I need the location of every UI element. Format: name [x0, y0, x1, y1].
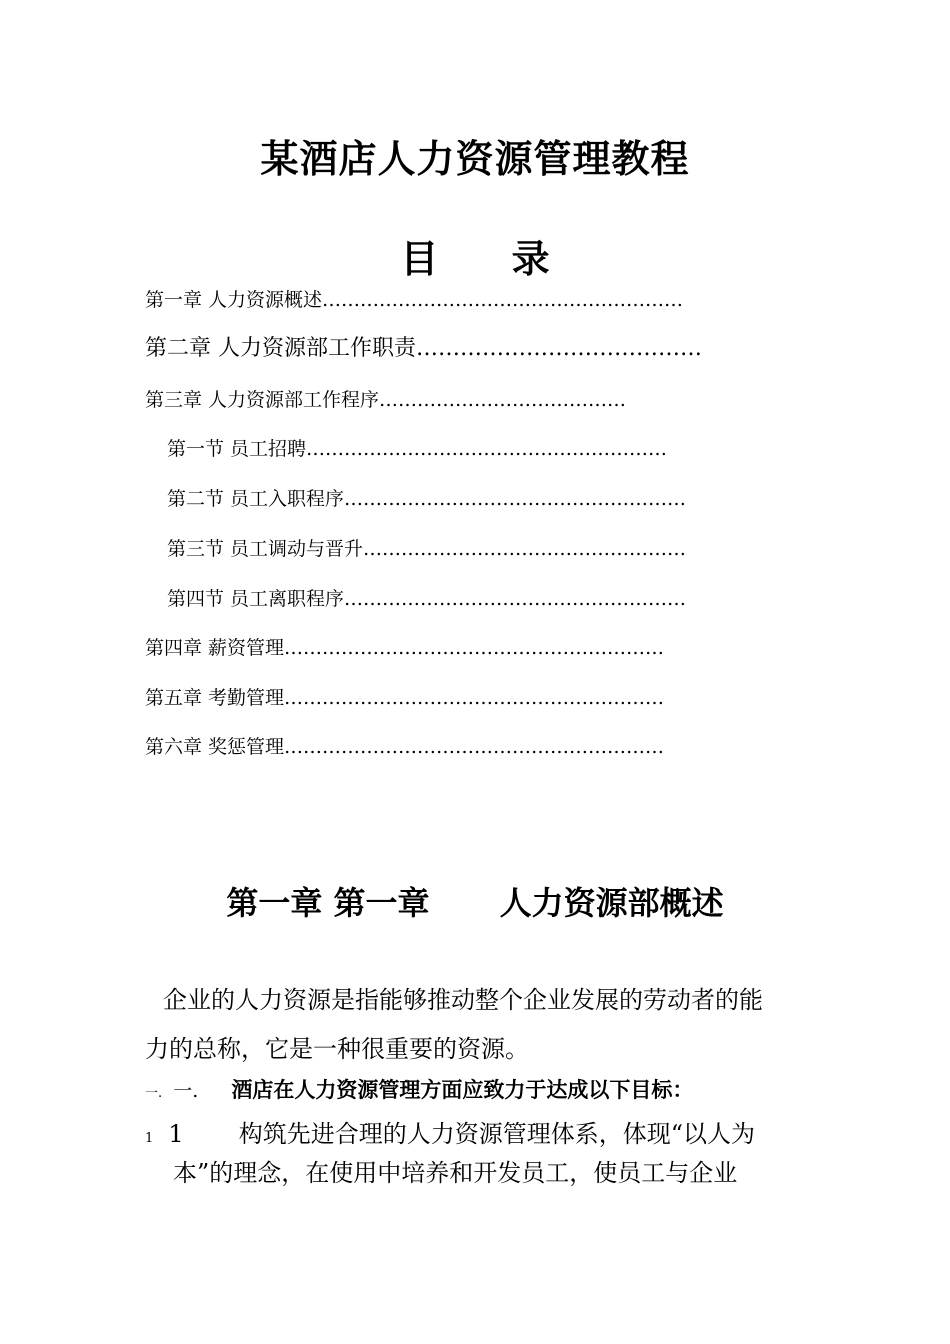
toc-entry-chapter-5[interactable]	[145, 686, 664, 710]
toc-leader-dots: ……………………………………………………	[284, 637, 665, 659]
list-item-text-line-2: 本”的理念，在使用中培养和开发员工，使员工与企业	[173, 1159, 738, 1187]
toc-leader-dots: ……………………………………………	[363, 538, 687, 560]
intro-paragraph-line-2: 力的总称，它是一种很重要的资源。	[145, 1035, 529, 1063]
toc-entry-chapter-2[interactable]	[145, 337, 702, 361]
toc-entry-label: 第六章 奖惩管理	[145, 736, 285, 758]
chapter-heading-prefix: 第一章 第一章	[226, 884, 430, 922]
toc-entry-chapter-6[interactable]	[145, 735, 664, 759]
list-item-marker: 1	[168, 1120, 184, 1148]
toc-leader-dots: …………………………………	[416, 336, 702, 361]
toc-entry-label: 第一章 人力资源概述	[145, 289, 323, 311]
toc-entry-section-3[interactable]	[167, 537, 686, 561]
section-list-marker: 一.	[173, 1080, 199, 1102]
list-item-1	[145, 1118, 755, 1155]
toc-entry-section-4[interactable]	[167, 587, 686, 611]
section-heading	[145, 1078, 693, 1106]
toc-entry-chapter-4[interactable]	[145, 636, 664, 660]
toc-leader-dots: …………………………………	[379, 389, 627, 411]
toc-leader-dots: …………………………………………………	[322, 289, 684, 311]
intro-paragraph-line-1: 企业的人力资源是指能够推动整个企业发展的劳动者的能	[163, 986, 763, 1014]
toc-entry-label: 第二节 员工入职程序	[167, 488, 345, 510]
document-title: 某酒店人力资源管理教程	[260, 136, 690, 181]
toc-leader-dots: …………………………………………………	[306, 438, 668, 460]
chapter-heading	[0, 878, 950, 924]
toc-leader-dots: ……………………………………………………	[284, 736, 665, 758]
list-item-marker-small: 1	[145, 1131, 154, 1146]
toc-entry-label: 第四章 薪资管理	[145, 637, 285, 659]
toc-leader-dots: ……………………………………………………	[284, 687, 665, 709]
toc-entry-label: 第三章 人力资源部工作程序	[145, 389, 380, 411]
toc-entry-label: 第二章 人力资源部工作职责	[145, 336, 416, 361]
toc-entry-label: 第五章 考勤管理	[145, 687, 285, 709]
toc-leader-dots: ………………………………………………	[344, 588, 687, 610]
toc-leader-dots: ………………………………………………	[344, 488, 687, 510]
toc-entry-label: 第三节 员工调动与晋升	[167, 538, 364, 560]
section-title: 酒店在人力资源管理方面应致力于达成以下目标：	[231, 1077, 694, 1102]
toc-entry-section-2[interactable]	[167, 487, 686, 511]
toc-entry-label: 第一节 员工招聘	[167, 438, 307, 460]
toc-entry-section-1[interactable]	[167, 437, 667, 461]
chapter-heading-title: 人力资源部概述	[499, 884, 724, 922]
toc-heading: 目 录	[400, 236, 550, 281]
section-list-marker-small: 一.	[145, 1086, 163, 1101]
toc-entry-label: 第四节 员工离职程序	[167, 588, 345, 610]
list-item-text-line-1: 构筑先进合理的人力资源管理体系，体现“以人为	[238, 1120, 756, 1148]
toc-entry-chapter-3[interactable]	[145, 388, 626, 412]
toc-entry-chapter-1[interactable]	[145, 288, 683, 312]
